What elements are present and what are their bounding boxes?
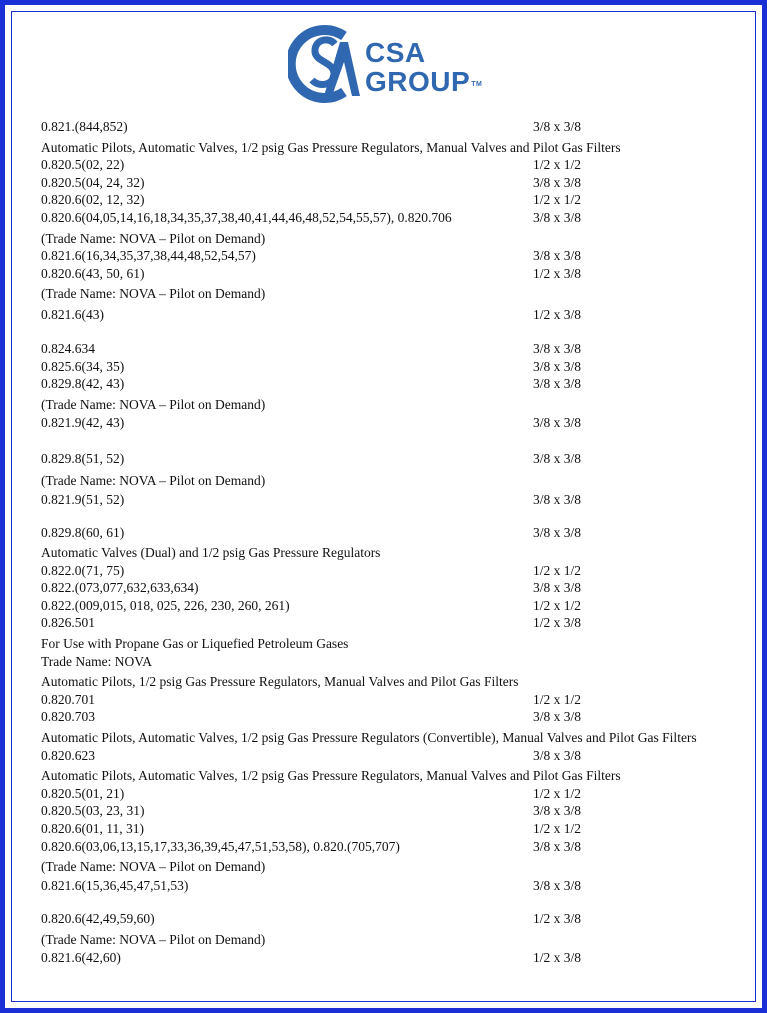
list-row: 0.821.6(15,36,45,47,51,53) 3/8 x 3/8 xyxy=(41,877,582,893)
list-row: 0.821.(844,852) 3/8 x 3/8 xyxy=(41,119,582,134)
csa-logo-mark xyxy=(288,22,364,108)
list-row: 0.820.6(04,05,14,16,18,34,35,37,38,40,41,44,46,48,52,54,55,57), 0.820.706 3/8 x 3/8 xyxy=(41,209,582,225)
list-row: 0.822.(073,077,632,633,634) 3/8 x 3/8 xyxy=(41,580,582,596)
product-group-heading: Automatic Pilots, Automatic Valves, 1/2 psig Gas Pressure Regulators (Convertible), Manual Valves and Pilot Gas Filters xyxy=(41,730,697,746)
trade-name-note: (Trade Name: NOVA – Pilot on Demand) xyxy=(41,472,266,488)
product-group-heading: Automatic Pilots, 1/2 psig Gas Pressure Regulators, Manual Valves and Pilot Gas Filters xyxy=(41,674,519,690)
list-row: 0.820.6(03,06,13,15,17,33,36,39,45,47,51,53,58), 0.820.(705,707) 3/8 x 3/8 xyxy=(41,838,582,854)
product-group-heading: Automatic Pilots, Automatic Valves, 1/2 psig Gas Pressure Regulators, Manual Valves and Pilot Gas Filters xyxy=(41,768,621,784)
csa-group-logo xyxy=(288,22,488,108)
list-row: 0.820.703 3/8 x 3/8 xyxy=(41,709,582,725)
trade-name-note: (Trade Name: NOVA – Pilot on Demand) xyxy=(41,230,266,246)
trade-name-note: (Trade Name: NOVA – Pilot on Demand) xyxy=(41,859,266,875)
list-row: 0.820.5(04, 24, 32) 3/8 x 3/8 xyxy=(41,174,582,190)
fuel-type-heading: For Use with Propane Gas or Liquefied Petroleum Gases xyxy=(41,636,349,652)
list-row: 0.821.6(43) 1/2 x 3/8 xyxy=(41,306,582,322)
logo-wordmark: CSA GROUP™ xyxy=(365,37,483,97)
list-row: 0.829.8(51, 52) 3/8 x 3/8 xyxy=(41,451,582,467)
list-row: 0.822.(009,015, 018, 025, 226, 230, 260, 261) 1/2 x 1/2 xyxy=(41,597,582,613)
list-row: 0.820.5(01, 21) 1/2 x 1/2 xyxy=(41,785,582,801)
list-row: 0.820.701 1/2 x 1/2 xyxy=(41,691,582,707)
list-row: 0.820.6(02, 12, 32) 1/2 x 1/2 xyxy=(41,192,582,208)
list-row: 0.822.0(71, 75) 1/2 x 1/2 xyxy=(41,562,582,578)
list-row: 0.826.501 1/2 x 3/8 xyxy=(41,615,582,631)
trade-name-note: (Trade Name: NOVA – Pilot on Demand) xyxy=(41,932,266,948)
list-row: 0.821.9(42, 43) 3/8 x 3/8 xyxy=(41,415,582,431)
list-row: 0.821.6(16,34,35,37,38,44,48,52,54,57) 3/8 x 3/8 xyxy=(41,248,582,264)
trade-name-note: (Trade Name: NOVA – Pilot on Demand) xyxy=(41,286,266,302)
list-row: 0.820.5(03, 23, 31) 3/8 x 3/8 xyxy=(41,803,582,819)
list-row: 0.825.6(34, 35) 3/8 x 3/8 xyxy=(41,358,582,374)
list-row: 0.821.9(51, 52) 3/8 x 3/8 xyxy=(41,491,582,507)
product-group-heading: Automatic Pilots, Automatic Valves, 1/2 psig Gas Pressure Regulators, Manual Valves and Pilot Gas Filters xyxy=(41,139,621,155)
list-row: 0.821.6(42,60) 1/2 x 3/8 xyxy=(41,949,582,965)
certified-products-list xyxy=(41,118,731,967)
list-row: 0.824.634 3/8 x 3/8 xyxy=(41,340,582,356)
product-group-heading: Automatic Valves (Dual) and 1/2 psig Gas Pressure Regulators xyxy=(41,545,381,561)
list-row: 0.829.8(60, 61) 3/8 x 3/8 xyxy=(41,524,582,540)
list-row: 0.829.8(42, 43) 3/8 x 3/8 xyxy=(41,376,582,392)
trade-name-heading: Trade Name: NOVA xyxy=(41,653,152,669)
trade-name-note: (Trade Name: NOVA – Pilot on Demand) xyxy=(41,396,266,412)
list-row: 0.820.6(42,49,59,60) 1/2 x 3/8 xyxy=(41,910,582,926)
list-row: 0.820.6(43, 50, 61) 1/2 x 3/8 xyxy=(41,265,582,281)
list-row: 0.820.6(01, 11, 31) 1/2 x 1/2 xyxy=(41,821,582,836)
list-row: 0.820.5(02, 22) 1/2 x 1/2 xyxy=(41,157,582,173)
list-row: 0.820.623 3/8 x 3/8 xyxy=(41,747,582,763)
